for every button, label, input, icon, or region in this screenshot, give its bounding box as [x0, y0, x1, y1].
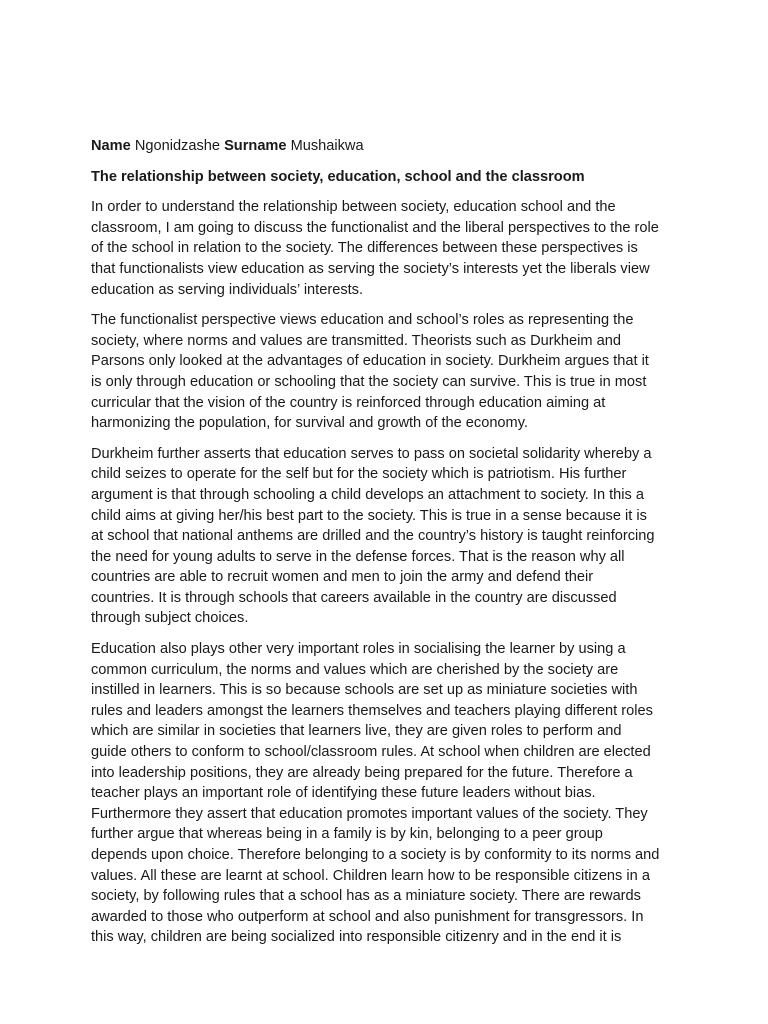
text-line: through subject choices.	[91, 610, 249, 627]
text-line: rules and leaders amongst the learners themselves and teachers playing different roles	[91, 702, 653, 719]
text-line: countries. It is through schools that careers available in the country are discussed	[91, 589, 617, 606]
text-line: common curriculum, the norms and values which are cherished by the society are	[91, 661, 619, 678]
text-line: harmonizing the population, for survival and growth of the economy.	[91, 415, 528, 432]
text-line: argument is that through schooling a child develops an attachment to society. In this a	[91, 486, 644, 503]
text-line: Education also plays other very important roles in socialising the learner by using a	[91, 641, 626, 658]
document-title: The relationship between society, education, school and the classroom	[91, 168, 585, 185]
text-line: education as serving individuals’ interests.	[91, 281, 364, 298]
paragraph-3	[91, 444, 691, 629]
text-line: countries are able to recruit women and men to join the army and defend their	[91, 569, 594, 586]
text-line: child aims at giving her/his best part to the society. This is true in a sense because it is	[91, 507, 647, 524]
author-line	[91, 136, 691, 157]
text-line: into leadership positions, they are already being prepared for the future. Therefore a	[91, 764, 633, 781]
text-line: society, where norms and values are transmitted. Theorists such as Durkheim and	[91, 332, 621, 349]
surname-value: Mushaikwa	[290, 138, 364, 154]
text-line: society, by following rules that a school has as a miniature society. There are rewards	[91, 888, 641, 905]
text-line: this way, children are being socialized into responsible citizenry and in the end it is	[91, 929, 622, 946]
surname-label: Surname	[224, 138, 287, 154]
text-line: is only through education or schooling that the society can survive. This is true in most	[91, 373, 647, 390]
text-line: curricular that the vision of the country is reinforced through education aiming at	[91, 394, 606, 411]
text-line: instilled in learners. This is so because schools are set up as miniature societies with	[91, 682, 638, 699]
text-line: depends upon choice. Therefore belonging to a society is by conformity to its norms and	[91, 847, 660, 863]
text-line: further argue that whereas being in a family is by kin, belonging to a peer group	[91, 826, 603, 843]
text-line: awarded to those who outperform at school and also punishment for transgressors. In	[91, 908, 644, 925]
name-label: Name	[91, 138, 131, 154]
text-line: Parsons only looked at the advantages of education in society. Durkheim argues that it	[91, 353, 649, 370]
text-line: Durkheim further asserts that education serves to pass on societal solidarity whereby a	[91, 445, 652, 462]
paragraph-1	[91, 197, 691, 300]
paragraph-2	[91, 310, 691, 434]
paragraphs	[91, 197, 691, 948]
text-line: classroom, I am going to discuss the functionalist and the liberal perspectives to the role	[91, 219, 659, 236]
text-line: child seizes to operate for the self but for the society which is patriotism. His further	[91, 466, 627, 483]
text-line: at school that national anthems are drilled and the country’s history is taught reinforcing	[91, 528, 655, 545]
text-line: guide others to conform to school/classroom rules. At school when children are elected	[91, 744, 651, 761]
text-line: In order to understand the relationship between society, education school and the	[91, 199, 616, 216]
text-line: teacher plays an important role of identifying these future leaders without bias.	[91, 785, 596, 802]
text-line: which are similar in societies that learners live, they are given roles to perform and	[91, 723, 622, 740]
text-line: the need for young adults to serve in the defense forces. That is the reason why all	[91, 548, 625, 565]
text-line: of the school in relation to the society. The differences between these perspectives is	[91, 240, 638, 257]
document-body	[91, 136, 691, 958]
text-line: The functionalist perspective views education and school’s roles as representing the	[91, 312, 634, 329]
text-line: values. All these are learnt at school. Children learn how to be responsible citizens in a	[91, 867, 650, 884]
text-line: that functionalists view education as serving the society’s interests yet the liberals view	[91, 260, 650, 277]
paragraph-4	[91, 639, 691, 948]
text-line: Furthermore they assert that education promotes important values of the society. They	[91, 805, 648, 822]
name-value: Ngonidzashe	[134, 138, 221, 154]
